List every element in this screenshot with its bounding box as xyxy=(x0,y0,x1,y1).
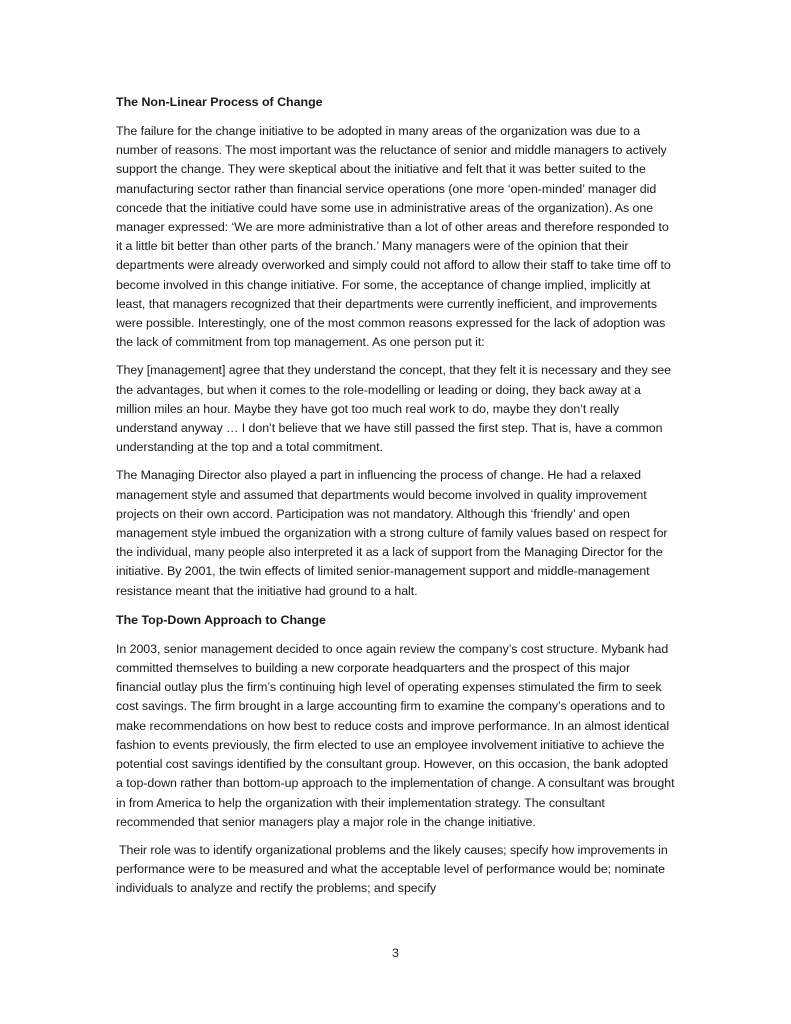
paragraph-2003-review: In 2003, senior management decided to once again review the company’s cost structure. Mybank had committed themselves to building a new corporate headquarters and the prospect of this major financial outlay plus the firm’s continuing high level of operating expenses stimulated the firm to seek cost savings. The firm brought in a large accounting firm to examine the company’s operations and to make recommendations on how best to reduce costs and improve performance. In an almost identical fashion to events previously, the firm elected to use an employee involvement initiative to achieve the potential cost savings identified by the consultant group. However, on this occasion, the bank adopted a top-down rather than bottom-up approach to the implementation of change. A consultant was brought in from America to help the organization with their implementation strategy. The consultant recommended that senior managers play a major role in the change initiative. xyxy=(116,641,675,829)
document-page xyxy=(116,92,676,908)
paragraph-their-role: Their role was to identify organizational problems and the likely causes; specify how improvements in performance were to be measured and what the acceptable level of performance would be; nominate individuals to analyze and rectify the problems; and specify xyxy=(116,842,668,896)
paragraph-management-quote: They [management] agree that they understand the concept, that they felt it is necessary and they see the advantages, but when it comes to the role-modelling or leading or doing, they back away at a million miles an hour. Maybe they have got too much real work to do, maybe they don’t really understand anyway … I don’t believe that we have still passed the first step. That is, have a common understanding at the top and a total commitment. xyxy=(116,363,671,455)
page-number: 3 xyxy=(392,946,399,960)
paragraph-managing-director: The Managing Director also played a part in influencing the process of change. He had a relaxed management style and assumed that departments would become involved in quality improvement projects on their own accord. Participation was not mandatory. Although this ‘friendly’ and open management style imbued the organization with a strong culture of family values based on respect for the individual, many people also interpreted it as a lack of support from the Managing Director for the initiative. By 2001, the twin effects of limited senior-management support and middle-management resistance meant that the initiative had ground to a halt. xyxy=(116,468,668,598)
paragraph-failure-reasons: The failure for the change initiative to be adopted in many areas of the organization was due to a number of reasons. The most important was the reluctance of senior and middle managers to actively support the change. They were skeptical about the initiative and felt that it was better suited to the manufacturing sector rather than financial service operations (one more ‘open-minded’ manager did concede that the initiative could have some use in administrative areas of the organization). As one manager expressed: ‘We are more administrative than a lot of other areas and therefore responded to it a little bit better than other parts of the branch.’ Many managers were of the opinion that their departments were already overworked and simply could not afford to allow their staff to take time off to become involved in this change initiative. For some, the acceptance of change implied, implicitly at least, that managers recognized that their departments were currently inefficient, and improvements were possible. Interestingly, one of the most common reasons expressed for the lack of adoption was the lack of commitment from top management. As one person put it: xyxy=(116,124,671,350)
section-heading-top-down: The Top-Down Approach to Change xyxy=(116,612,326,627)
section-heading-non-linear: The Non-Linear Process of Change xyxy=(116,95,323,109)
